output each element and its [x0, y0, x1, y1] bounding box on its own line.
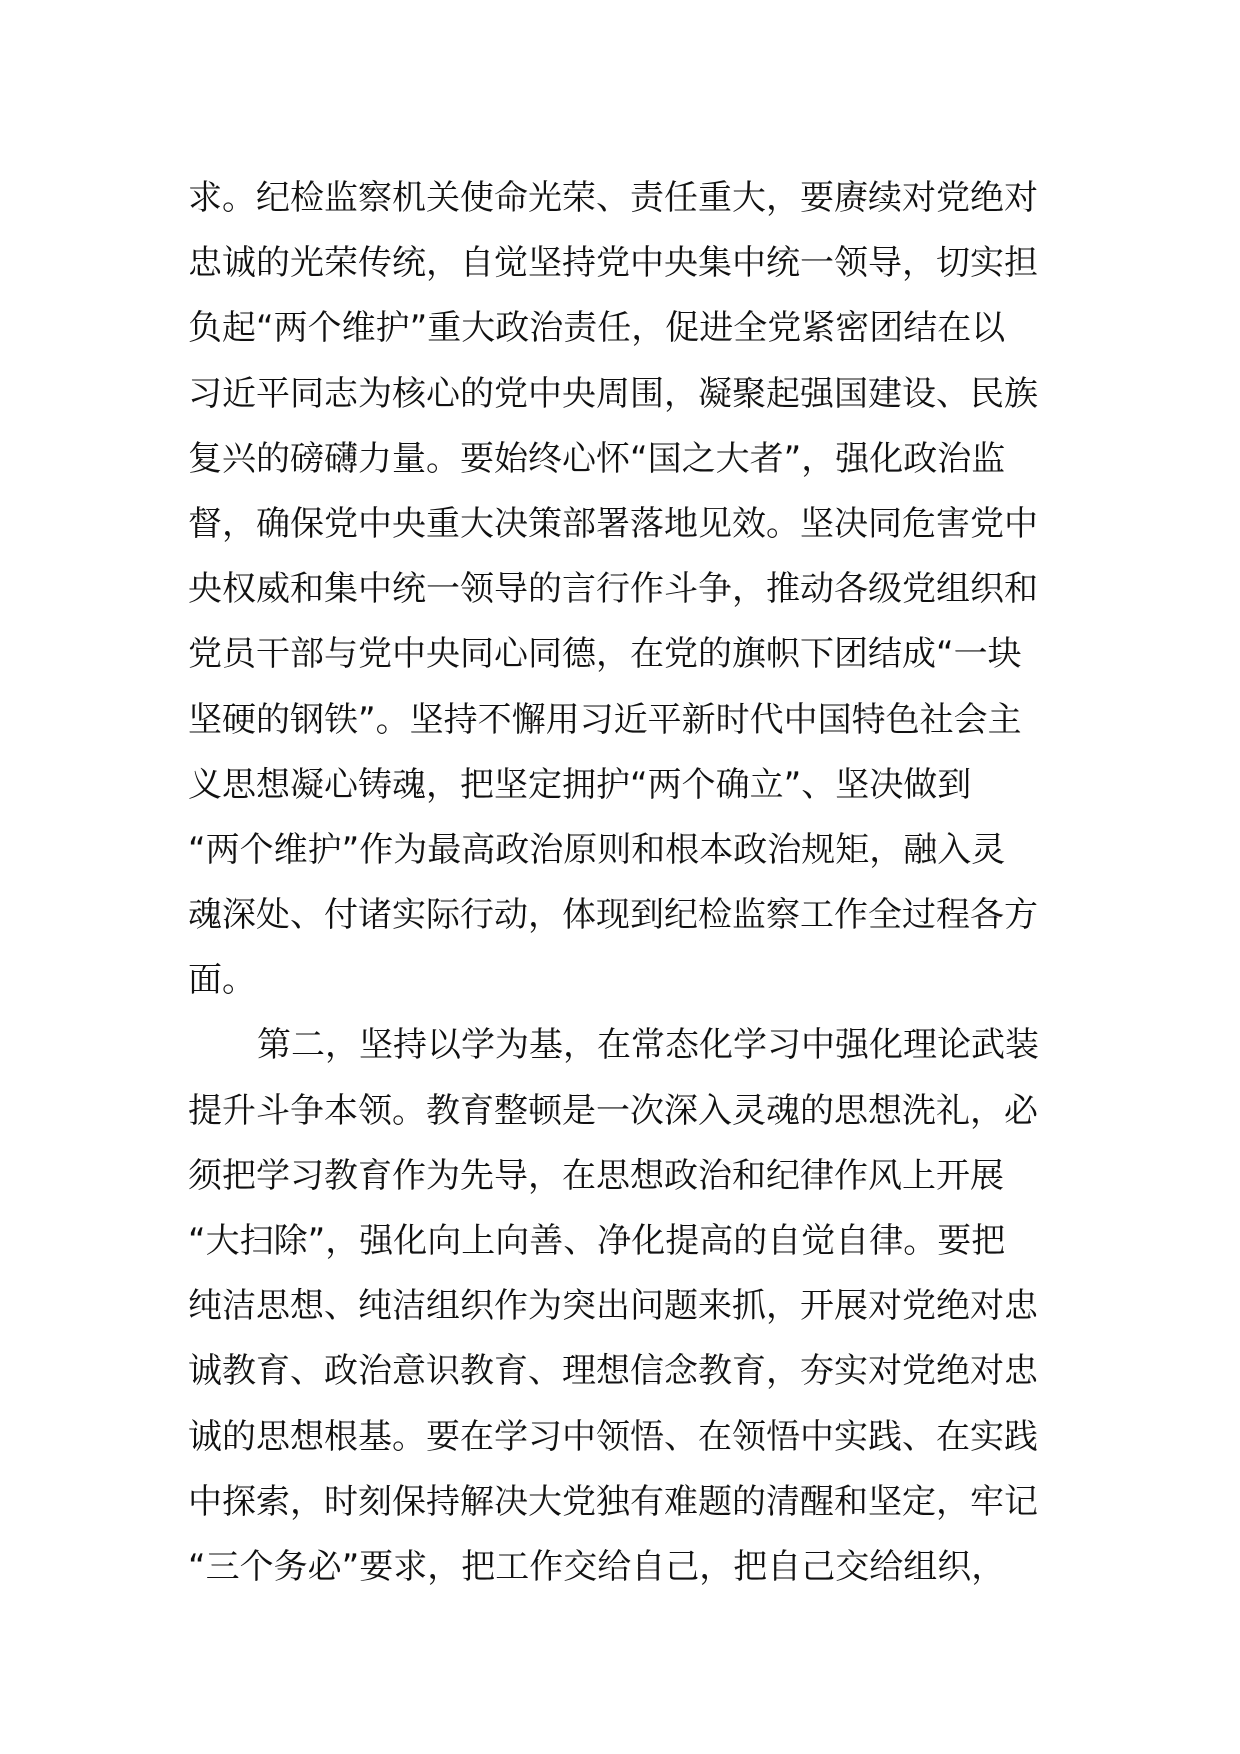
paragraph-line: 须把学习教育作为先导，在思想政治和纪律作风上开展	[188, 1155, 1004, 1196]
paragraph-1	[188, 166, 1058, 1013]
paragraph-line: 义思想凝心铸魂，把坚定拥护“两个确立”、坚决做到	[188, 764, 972, 805]
paragraph-2	[188, 1013, 1058, 1600]
paragraph-line: “两个维护”作为最高政治原则和根本政治规矩，融入灵	[188, 829, 1006, 870]
document-body	[188, 166, 1058, 1600]
paragraph-line: “三个务必”要求，把工作交给自己，把自己交给组织，	[188, 1546, 1006, 1587]
paragraph-line: 督，确保党中央重大决策部署落地见效。坚决同危害党中	[188, 503, 1038, 544]
paragraph-line: 习近平同志为核心的党中央周围，凝聚起强国建设、民族	[188, 373, 1038, 414]
paragraph-line: 求。纪检监察机关使命光荣、责任重大，要赓续对党绝对	[188, 178, 1038, 218]
paragraph-line: “大扫除”，强化向上向善、净化提高的自觉自律。要把	[188, 1221, 1006, 1261]
paragraph-line: 诚的思想根基。要在学习中领悟、在领悟中实践、在实践	[188, 1416, 1038, 1457]
paragraph-line: 面。	[188, 960, 256, 1001]
paragraph-line: 第二，坚持以学为基，在常态化学习中强化理论武装	[257, 1025, 1039, 1066]
paragraph-line: 党员干部与党中央同心同德，在党的旗帜下团结成“一块	[188, 634, 1022, 675]
paragraph-line: 提升斗争本领。教育整顿是一次深入灵魂的思想洗礼，必	[188, 1090, 1038, 1131]
paragraph-line: 复兴的磅礴力量。要始终心怀“国之大者”，强化政治监	[188, 438, 1006, 479]
paragraph-line: 魂深处、付诸实际行动，体现到纪检监察工作全过程各方	[188, 895, 1038, 936]
paragraph-line: 中探索，时刻保持解决大党独有难题的清醒和坚定，牢记	[188, 1481, 1038, 1522]
paragraph-line: 坚硬的钢铁”。坚持不懈用习近平新时代中国特色社会主	[188, 699, 1022, 740]
paragraph-line: 诚教育、政治意识教育、理想信念教育，夯实对党绝对忠	[188, 1351, 1038, 1392]
paragraph-line: 忠诚的光荣传统，自觉坚持党中央集中统一领导，切实担	[188, 243, 1038, 284]
paragraph-line: 纯洁思想、纯洁组织作为突出问题来抓，开展对党绝对忠	[188, 1286, 1038, 1327]
paragraph-line: 央权威和集中统一领导的言行作斗争，推动各级党组织和	[188, 569, 1038, 610]
paragraph-line: 负起“两个维护”重大政治责任，促进全党紧密团结在以	[188, 308, 1006, 349]
